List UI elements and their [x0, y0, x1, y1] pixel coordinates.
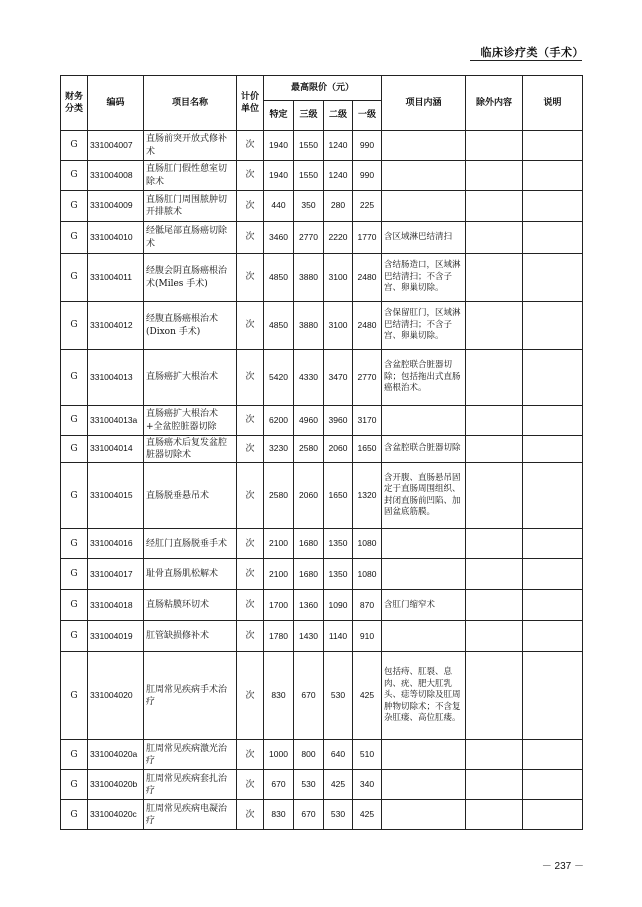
cell-level1: 1650: [353, 436, 382, 463]
cell-level3: 1360: [294, 590, 324, 621]
cell-level3: 2060: [294, 463, 324, 529]
cell-content: [382, 161, 466, 191]
table-row: [61, 161, 583, 191]
cell-level1: 2770: [353, 350, 382, 406]
cell-level1: 225: [353, 191, 382, 222]
table-row: [61, 222, 583, 254]
cell-level2: 530: [324, 652, 353, 740]
cell-level1: 1080: [353, 559, 382, 590]
cell-category: G: [61, 131, 88, 161]
header-content: 项目内涵: [382, 76, 466, 131]
cell-note: [523, 302, 583, 350]
cell-level1: 340: [353, 770, 382, 800]
table-row: [61, 559, 583, 590]
cell-level2: 425: [324, 770, 353, 800]
cell-name: 经肛门直肠脱垂手术: [144, 529, 237, 559]
cell-code: 331004016: [88, 529, 144, 559]
cell-category: G: [61, 590, 88, 621]
cell-name: 肛周常见疾病手术治疗: [144, 652, 237, 740]
cell-level3: 2580: [294, 436, 324, 463]
cell-category: G: [61, 222, 88, 254]
table-row: [61, 436, 583, 463]
page-number: － 237 －: [541, 861, 584, 872]
table-row: [61, 590, 583, 621]
cell-note: [523, 590, 583, 621]
cell-category: G: [61, 436, 88, 463]
cell-note: [523, 652, 583, 740]
cell-name: 直肠脱垂悬吊术: [144, 463, 237, 529]
cell-excluded: [466, 161, 523, 191]
cell-unit: 次: [237, 621, 264, 652]
cell-name: 直肠粘膜环切术: [144, 590, 237, 621]
cell-excluded: [466, 590, 523, 621]
cell-level1: 425: [353, 652, 382, 740]
cell-level2: 3960: [324, 406, 353, 436]
cell-content: 含肛门缩窄术: [382, 590, 466, 621]
cell-category: G: [61, 652, 88, 740]
cell-code: 331004018: [88, 590, 144, 621]
cell-level3: 670: [294, 652, 324, 740]
cell-note: [523, 350, 583, 406]
cell-name: 直肠肛门假性憩室切除术: [144, 161, 237, 191]
cell-unit: 次: [237, 800, 264, 830]
cell-code: 331004017: [88, 559, 144, 590]
cell-level1: 910: [353, 621, 382, 652]
cell-excluded: [466, 652, 523, 740]
cell-level3: 1550: [294, 131, 324, 161]
cell-level2: 1240: [324, 131, 353, 161]
cell-name: 肛管缺损修补术: [144, 621, 237, 652]
cell-content: [382, 529, 466, 559]
cell-level3: 1680: [294, 559, 324, 590]
fee-table: [60, 75, 583, 830]
header-price-group: 最高限价（元）: [264, 76, 382, 101]
cell-code: 331004011: [88, 254, 144, 302]
cell-excluded: [466, 770, 523, 800]
cell-unit: 次: [237, 302, 264, 350]
cell-note: [523, 406, 583, 436]
cell-special: 1940: [264, 161, 294, 191]
cell-category: G: [61, 302, 88, 350]
cell-code: 331004020b: [88, 770, 144, 800]
table-row: [61, 529, 583, 559]
cell-level2: 3100: [324, 302, 353, 350]
cell-level3: 670: [294, 800, 324, 830]
cell-note: [523, 254, 583, 302]
cell-note: [523, 621, 583, 652]
cell-excluded: [466, 529, 523, 559]
cell-special: 1000: [264, 740, 294, 770]
cell-special: 830: [264, 652, 294, 740]
cell-content: [382, 800, 466, 830]
cell-category: G: [61, 350, 88, 406]
cell-special: 830: [264, 800, 294, 830]
cell-special: 2100: [264, 559, 294, 590]
cell-category: G: [61, 800, 88, 830]
cell-level2: 1650: [324, 463, 353, 529]
cell-content: [382, 770, 466, 800]
table-row: [61, 191, 583, 222]
cell-category: G: [61, 529, 88, 559]
header-level3: 三级: [294, 101, 324, 131]
cell-level2: 2060: [324, 436, 353, 463]
cell-name: 直肠癌术后复发盆腔脏器切除术: [144, 436, 237, 463]
table-row: [61, 740, 583, 770]
cell-content: [382, 191, 466, 222]
cell-name: 直肠癌扩大根治术: [144, 350, 237, 406]
table-row: [61, 302, 583, 350]
cell-special: 670: [264, 770, 294, 800]
header-special: 特定: [264, 101, 294, 131]
cell-excluded: [466, 350, 523, 406]
cell-name: 肛周常见疾病套扎治疗: [144, 770, 237, 800]
table-row: [61, 463, 583, 529]
cell-special: 3460: [264, 222, 294, 254]
header-rule: [470, 60, 582, 61]
cell-unit: 次: [237, 131, 264, 161]
cell-level3: 3880: [294, 254, 324, 302]
cell-code: 331004012: [88, 302, 144, 350]
cell-level1: 870: [353, 590, 382, 621]
cell-level3: 4960: [294, 406, 324, 436]
cell-excluded: [466, 254, 523, 302]
cell-note: [523, 131, 583, 161]
table-row: [61, 254, 583, 302]
cell-level3: 1550: [294, 161, 324, 191]
cell-note: [523, 770, 583, 800]
cell-code: 331004007: [88, 131, 144, 161]
cell-level1: 3170: [353, 406, 382, 436]
cell-level3: 3880: [294, 302, 324, 350]
cell-content: 含盆腔联合脏器切除: [382, 436, 466, 463]
cell-content: 含结肠造口，区域淋巴结清扫；不含子宫、卵巢切除。: [382, 254, 466, 302]
header-category: 财务分类: [61, 76, 88, 131]
table-row: [61, 621, 583, 652]
header-note: 说明: [523, 76, 583, 131]
cell-level2: 280: [324, 191, 353, 222]
header-excluded: 除外内容: [466, 76, 523, 131]
cell-category: G: [61, 406, 88, 436]
cell-excluded: [466, 191, 523, 222]
cell-note: [523, 161, 583, 191]
cell-excluded: [466, 621, 523, 652]
cell-content: [382, 559, 466, 590]
cell-level1: 510: [353, 740, 382, 770]
cell-unit: 次: [237, 222, 264, 254]
cell-unit: 次: [237, 770, 264, 800]
table-row: [61, 652, 583, 740]
cell-level2: 530: [324, 800, 353, 830]
cell-note: [523, 436, 583, 463]
table-row: [61, 800, 583, 830]
cell-special: 4850: [264, 302, 294, 350]
cell-category: G: [61, 161, 88, 191]
cell-content: [382, 621, 466, 652]
cell-code: 331004019: [88, 621, 144, 652]
cell-special: 4850: [264, 254, 294, 302]
cell-excluded: [466, 800, 523, 830]
cell-level2: 1350: [324, 559, 353, 590]
cell-code: 331004015: [88, 463, 144, 529]
cell-content: [382, 406, 466, 436]
cell-special: 1700: [264, 590, 294, 621]
cell-code: 331004020: [88, 652, 144, 740]
cell-note: [523, 740, 583, 770]
cell-code: 331004009: [88, 191, 144, 222]
cell-special: 1940: [264, 131, 294, 161]
cell-code: 331004014: [88, 436, 144, 463]
cell-level2: 3100: [324, 254, 353, 302]
cell-name: 直肠癌扩大根治术+全盆腔脏器切除: [144, 406, 237, 436]
cell-unit: 次: [237, 350, 264, 406]
cell-level1: 990: [353, 161, 382, 191]
cell-category: G: [61, 621, 88, 652]
cell-content: 包括痔、肛裂、息肉、疣、肥大肛乳头、痣等切除及肛周肿物切除术；不含复杂肛瘘、高位肛瘘。: [382, 652, 466, 740]
cell-code: 331004013: [88, 350, 144, 406]
cell-content: 含保留肛门，区域淋巴结清扫；不含子宫、卵巢切除。: [382, 302, 466, 350]
cell-special: 3230: [264, 436, 294, 463]
cell-level2: 640: [324, 740, 353, 770]
cell-unit: 次: [237, 191, 264, 222]
cell-excluded: [466, 131, 523, 161]
cell-level3: 1680: [294, 529, 324, 559]
cell-name: 直肠肛门周围脓肿切开排脓术: [144, 191, 237, 222]
cell-name: 直肠前突开放式修补术: [144, 131, 237, 161]
cell-code: 331004008: [88, 161, 144, 191]
table-row: [61, 406, 583, 436]
cell-category: G: [61, 770, 88, 800]
cell-special: 2100: [264, 529, 294, 559]
cell-unit: 次: [237, 436, 264, 463]
header-level1: 一级: [353, 101, 382, 131]
cell-level3: 530: [294, 770, 324, 800]
cell-level1: 425: [353, 800, 382, 830]
cell-excluded: [466, 302, 523, 350]
cell-excluded: [466, 559, 523, 590]
cell-name: 肛周常见疾病激光治疗: [144, 740, 237, 770]
cell-content: 含盆腔联合脏器切除；包括拖出式直肠癌根治术。: [382, 350, 466, 406]
cell-category: G: [61, 740, 88, 770]
cell-level1: 1320: [353, 463, 382, 529]
cell-note: [523, 463, 583, 529]
cell-category: G: [61, 559, 88, 590]
cell-level2: 1090: [324, 590, 353, 621]
cell-code: 331004020a: [88, 740, 144, 770]
cell-level1: 2480: [353, 302, 382, 350]
cell-level1: 1770: [353, 222, 382, 254]
cell-content: [382, 131, 466, 161]
header-level2: 二级: [324, 101, 353, 131]
cell-special: 6200: [264, 406, 294, 436]
cell-unit: 次: [237, 740, 264, 770]
cell-code: 331004010: [88, 222, 144, 254]
cell-name: 经骶尾部直肠癌切除术: [144, 222, 237, 254]
cell-unit: 次: [237, 590, 264, 621]
cell-level3: 2770: [294, 222, 324, 254]
cell-special: 2580: [264, 463, 294, 529]
cell-note: [523, 529, 583, 559]
table-row: [61, 350, 583, 406]
cell-name: 肛周常见疾病电凝治疗: [144, 800, 237, 830]
cell-unit: 次: [237, 161, 264, 191]
cell-category: G: [61, 463, 88, 529]
cell-unit: 次: [237, 529, 264, 559]
cell-code: 331004020c: [88, 800, 144, 830]
cell-content: 含区域淋巴结清扫: [382, 222, 466, 254]
cell-level3: 800: [294, 740, 324, 770]
cell-level3: 4330: [294, 350, 324, 406]
cell-category: G: [61, 254, 88, 302]
cell-level2: 1140: [324, 621, 353, 652]
cell-name: 经腹会阴直肠癌根治术(Miles 手术): [144, 254, 237, 302]
cell-special: 1780: [264, 621, 294, 652]
cell-excluded: [466, 406, 523, 436]
cell-excluded: [466, 436, 523, 463]
cell-level3: 1430: [294, 621, 324, 652]
header-name: 项目名称: [144, 76, 237, 131]
cell-excluded: [466, 463, 523, 529]
cell-excluded: [466, 222, 523, 254]
cell-unit: 次: [237, 559, 264, 590]
cell-note: [523, 800, 583, 830]
cell-code: 331004013a: [88, 406, 144, 436]
header-unit: 计价单位: [237, 76, 264, 131]
cell-level2: 2220: [324, 222, 353, 254]
cell-name: 耻骨直肠肌松解术: [144, 559, 237, 590]
table-row: [61, 131, 583, 161]
cell-level1: 1080: [353, 529, 382, 559]
cell-content: [382, 740, 466, 770]
table-row: [61, 770, 583, 800]
section-title: 临床诊疗类（手术）: [480, 46, 584, 59]
cell-content: 含开腹、直肠悬吊固定于直肠周围组织、封闭直肠前凹陷、加固盆底筋膜。: [382, 463, 466, 529]
cell-unit: 次: [237, 463, 264, 529]
cell-unit: 次: [237, 254, 264, 302]
cell-note: [523, 222, 583, 254]
cell-level2: 3470: [324, 350, 353, 406]
header-code: 编码: [88, 76, 144, 131]
cell-unit: 次: [237, 406, 264, 436]
cell-level3: 350: [294, 191, 324, 222]
cell-level1: 2480: [353, 254, 382, 302]
cell-excluded: [466, 740, 523, 770]
cell-name: 经腹直肠癌根治术(Dixon 手术): [144, 302, 237, 350]
cell-level2: 1350: [324, 529, 353, 559]
cell-level2: 1240: [324, 161, 353, 191]
cell-category: G: [61, 191, 88, 222]
cell-note: [523, 191, 583, 222]
cell-note: [523, 559, 583, 590]
cell-level1: 990: [353, 131, 382, 161]
cell-unit: 次: [237, 652, 264, 740]
cell-special: 440: [264, 191, 294, 222]
cell-special: 5420: [264, 350, 294, 406]
